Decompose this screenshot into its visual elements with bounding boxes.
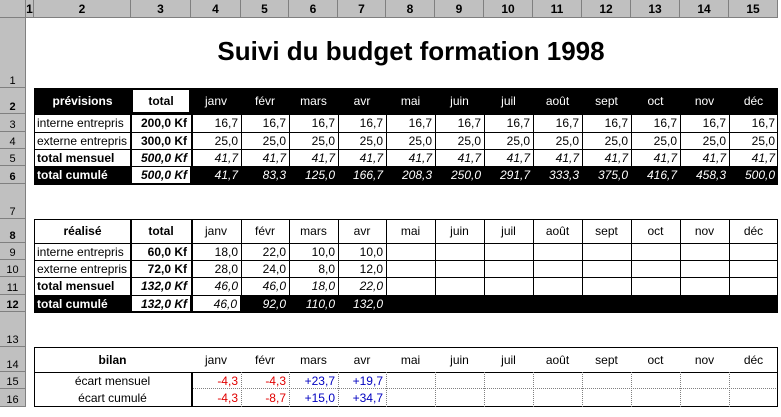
- value-cell[interactable]: +19,7: [352, 373, 383, 388]
- value-cell[interactable]: [533, 295, 582, 312]
- value-cell[interactable]: 41,7: [555, 150, 579, 165]
- month-header: juin: [450, 352, 469, 367]
- value-cell[interactable]: 10,0: [311, 244, 335, 259]
- value-cell[interactable]: 41,7: [702, 150, 726, 165]
- month-header: janv: [204, 224, 227, 238]
- value-cell[interactable]: 41,7: [191, 166, 241, 184]
- grid-line: [34, 243, 778, 244]
- value-cell[interactable]: 25,0: [359, 133, 383, 148]
- row-total: 300,0 Kf: [140, 133, 187, 148]
- value-cell[interactable]: [435, 243, 484, 260]
- grid-line: [34, 219, 35, 312]
- month-header: févr: [241, 88, 289, 114]
- value-cell[interactable]: [729, 260, 778, 277]
- month-header: avr: [353, 352, 371, 367]
- value-cell[interactable]: 250,0: [435, 166, 484, 184]
- realise-total-header: total: [148, 224, 174, 238]
- month-header: sept: [595, 352, 618, 367]
- month-header: oct: [647, 352, 664, 367]
- row-header[interactable]: 10: [0, 260, 26, 277]
- value-cell[interactable]: 46,0: [191, 295, 241, 312]
- month-header: oct: [631, 88, 680, 114]
- grid-line: [729, 372, 730, 407]
- value-cell[interactable]: [484, 372, 533, 389]
- value-cell[interactable]: 41,7: [214, 150, 238, 165]
- value-cell[interactable]: 41,7: [359, 150, 383, 165]
- grid-line: [386, 219, 387, 295]
- grid-line: [533, 372, 534, 407]
- value-cell[interactable]: +34,7: [352, 391, 383, 405]
- value-cell[interactable]: [680, 295, 729, 312]
- month-header: juil: [484, 88, 533, 114]
- value-cell[interactable]: 416,7: [631, 166, 680, 184]
- value-cell[interactable]: 25,0: [555, 133, 579, 148]
- row-header[interactable]: 13: [0, 312, 26, 347]
- value-cell[interactable]: 41,7: [311, 150, 335, 165]
- value-cell[interactable]: 24,0: [262, 261, 286, 276]
- grid-line: [34, 277, 778, 278]
- value-cell[interactable]: 22,0: [262, 244, 286, 259]
- value-cell[interactable]: [631, 372, 680, 389]
- value-cell[interactable]: [582, 389, 631, 407]
- value-cell[interactable]: +23,7: [304, 373, 335, 388]
- row-label: externe entrepris: [37, 261, 128, 276]
- grid-line: [435, 114, 436, 166]
- value-cell[interactable]: 16,7: [653, 116, 677, 130]
- value-cell[interactable]: 458,3: [680, 166, 729, 184]
- value-cell[interactable]: 41,7: [408, 150, 432, 165]
- row-label: interne entrepris: [37, 116, 124, 130]
- value-cell[interactable]: 28,0: [214, 261, 238, 276]
- row-header[interactable]: 11: [0, 277, 26, 295]
- value-cell[interactable]: 16,7: [262, 116, 286, 130]
- value-cell[interactable]: 18,0: [214, 244, 238, 259]
- value-cell[interactable]: [484, 295, 533, 312]
- value-cell[interactable]: 25,0: [653, 133, 677, 148]
- grid-line: [34, 295, 778, 296]
- grid-line: [34, 166, 778, 167]
- grid-line: [241, 219, 242, 295]
- value-cell[interactable]: [435, 260, 484, 277]
- value-cell[interactable]: [533, 243, 582, 260]
- grid-line: [34, 114, 778, 115]
- grid-line: [582, 219, 583, 295]
- month-header: déc: [743, 224, 764, 238]
- row-header[interactable]: 9: [0, 243, 26, 260]
- grid-line: [680, 372, 681, 407]
- grid-line: [680, 219, 681, 295]
- value-cell[interactable]: [533, 389, 582, 407]
- row-header[interactable]: 3: [0, 114, 26, 132]
- row-header[interactable]: 8: [0, 219, 26, 243]
- value-cell[interactable]: -8,7: [265, 391, 286, 405]
- column-header[interactable]: 15: [729, 0, 778, 18]
- month-header: juil: [501, 224, 516, 238]
- value-cell[interactable]: [386, 372, 435, 389]
- grid-line: [533, 114, 534, 166]
- value-cell[interactable]: 16,7: [457, 116, 481, 130]
- grid-line: [484, 372, 485, 407]
- value-cell[interactable]: 10,0: [359, 244, 383, 259]
- value-cell[interactable]: [386, 243, 435, 260]
- value-cell[interactable]: 25,0: [311, 133, 335, 148]
- row-total: 200,0 Kf: [140, 116, 187, 130]
- grid-line: [338, 372, 339, 407]
- row-label: total mensuel: [37, 150, 115, 165]
- column-header[interactable]: 8: [386, 0, 435, 18]
- month-header: févr: [254, 224, 275, 238]
- grid-line: [582, 372, 583, 407]
- column-header[interactable]: 12: [582, 0, 631, 18]
- value-cell[interactable]: [533, 277, 582, 295]
- value-cell[interactable]: [680, 372, 729, 389]
- value-cell[interactable]: 16,7: [359, 116, 383, 130]
- value-cell[interactable]: [631, 243, 680, 260]
- value-cell[interactable]: 16,7: [214, 116, 238, 130]
- grid-line: [34, 183, 778, 185]
- value-cell[interactable]: [582, 260, 631, 277]
- grid-line: [777, 219, 778, 312]
- row-label: écart cumulé: [78, 391, 147, 405]
- grid-line: [191, 219, 193, 312]
- value-cell[interactable]: -4,3: [265, 373, 286, 388]
- value-cell[interactable]: 333,3: [533, 166, 582, 184]
- row-header[interactable]: 1: [0, 18, 26, 88]
- value-cell[interactable]: 166,7: [338, 166, 386, 184]
- value-cell[interactable]: 375,0: [582, 166, 631, 184]
- month-header: déc: [743, 352, 764, 367]
- sheet-title: Suivi du budget formation 1998: [217, 36, 605, 66]
- row-label: total cumulé: [34, 166, 131, 184]
- value-cell[interactable]: [631, 389, 680, 407]
- value-cell[interactable]: 16,7: [506, 116, 530, 130]
- previsions-total-header: total: [133, 90, 189, 112]
- column-header[interactable]: 10: [484, 0, 533, 18]
- grid-line: [34, 260, 778, 261]
- grid-line: [777, 347, 778, 407]
- grid-line: [582, 114, 583, 166]
- value-cell[interactable]: 25,0: [506, 133, 530, 148]
- value-cell[interactable]: 41,7: [604, 150, 628, 165]
- value-cell[interactable]: [484, 389, 533, 407]
- grid-line: [729, 219, 730, 295]
- value-cell[interactable]: 25,0: [457, 133, 481, 148]
- grid-line: [289, 372, 290, 407]
- value-cell[interactable]: 110,0: [289, 295, 338, 312]
- value-cell[interactable]: [582, 277, 631, 295]
- month-header: déc: [729, 88, 778, 114]
- grid-line: [484, 114, 485, 166]
- value-cell[interactable]: 16,7: [311, 116, 335, 130]
- value-cell[interactable]: [533, 260, 582, 277]
- value-cell[interactable]: [435, 389, 484, 407]
- row-label: total mensuel: [37, 279, 115, 293]
- sheet-corner[interactable]: [0, 0, 26, 18]
- value-cell[interactable]: 291,7: [484, 166, 533, 184]
- value-cell[interactable]: 12,0: [359, 261, 383, 276]
- month-header: mai: [386, 88, 435, 114]
- grid-line: [191, 372, 193, 407]
- row-header[interactable]: 15: [0, 372, 26, 389]
- value-cell[interactable]: [729, 243, 778, 260]
- row-header[interactable]: 14: [0, 347, 26, 372]
- month-header: mars: [300, 224, 327, 238]
- value-cell[interactable]: [729, 277, 778, 295]
- row-total: 500,0 Kf: [140, 150, 187, 165]
- realise-label: réalisé: [63, 224, 102, 238]
- grid-line: [386, 372, 387, 407]
- grid-line: [289, 219, 290, 295]
- value-cell[interactable]: [386, 277, 435, 295]
- column-header[interactable]: 6: [289, 0, 338, 18]
- value-cell[interactable]: 18,0: [311, 279, 335, 293]
- row-total: 132,0 Kf: [132, 296, 190, 311]
- value-cell[interactable]: [631, 260, 680, 277]
- value-cell[interactable]: 41,7: [457, 150, 481, 165]
- month-header: oct: [647, 224, 664, 238]
- month-header: sept: [582, 88, 631, 114]
- value-cell[interactable]: 500,0: [729, 166, 778, 184]
- value-cell[interactable]: 22,0: [359, 279, 383, 293]
- month-header: mars: [289, 88, 338, 114]
- grid-line: [130, 219, 132, 312]
- row-header[interactable]: 6: [0, 166, 26, 184]
- row-header[interactable]: 7: [0, 184, 26, 219]
- bilan-label: bilan: [98, 352, 127, 367]
- grid-line: [338, 219, 339, 295]
- value-cell[interactable]: 25,0: [262, 133, 286, 148]
- value-cell[interactable]: [484, 277, 533, 295]
- grid-line: [34, 347, 35, 407]
- month-header: août: [545, 352, 570, 367]
- grid-line: [484, 219, 485, 295]
- row-label: interne entrepris: [37, 244, 124, 259]
- value-cell[interactable]: 92,0: [241, 295, 289, 312]
- grid-line: [34, 347, 778, 348]
- row-header[interactable]: 12: [0, 295, 26, 312]
- month-header: févr: [254, 352, 275, 367]
- value-cell[interactable]: [680, 243, 729, 260]
- grid-line: [729, 114, 730, 166]
- row-header[interactable]: 4: [0, 132, 26, 149]
- month-header: nov: [694, 224, 715, 238]
- value-cell[interactable]: 41,7: [262, 150, 286, 165]
- value-cell[interactable]: 16,7: [604, 116, 628, 130]
- month-header: nov: [680, 88, 729, 114]
- value-cell[interactable]: [533, 372, 582, 389]
- value-cell[interactable]: 25,0: [408, 133, 432, 148]
- grid-line: [191, 114, 193, 184]
- row-label: externe entrepris: [37, 133, 128, 148]
- value-cell[interactable]: [680, 389, 729, 407]
- column-header[interactable]: 14: [680, 0, 729, 18]
- row-label: total cumulé: [34, 295, 131, 312]
- grid-line: [533, 219, 534, 295]
- value-cell[interactable]: 16,7: [751, 116, 775, 130]
- column-header[interactable]: 13: [631, 0, 680, 18]
- value-cell[interactable]: [435, 277, 484, 295]
- month-header: juil: [501, 352, 516, 367]
- grid-line: [34, 132, 778, 133]
- column-header[interactable]: 7: [338, 0, 386, 18]
- row-total: 60,0 Kf: [147, 244, 187, 259]
- column-header[interactable]: 3: [131, 0, 191, 18]
- value-cell[interactable]: [729, 389, 778, 407]
- value-cell[interactable]: 46,0: [262, 279, 286, 293]
- month-header: août: [533, 88, 582, 114]
- value-cell[interactable]: [729, 372, 778, 389]
- value-cell[interactable]: [435, 295, 484, 312]
- row-header[interactable]: 16: [0, 389, 26, 407]
- value-cell[interactable]: [729, 295, 778, 312]
- row-header[interactable]: 2: [0, 88, 26, 114]
- row-label: écart mensuel: [74, 373, 151, 388]
- value-cell[interactable]: 41,7: [653, 150, 677, 165]
- month-header: mai: [400, 352, 421, 367]
- value-cell[interactable]: 208,3: [386, 166, 435, 184]
- grid-line: [631, 372, 632, 407]
- row-total: 500,0 Kf: [132, 167, 190, 183]
- row-total: 132,0 Kf: [140, 279, 187, 293]
- value-cell[interactable]: 41,7: [506, 150, 530, 165]
- grid-line: [34, 149, 778, 150]
- value-cell[interactable]: -4,3: [217, 373, 238, 388]
- value-cell[interactable]: 25,0: [604, 133, 628, 148]
- grid-line: [34, 311, 778, 313]
- grid-line: [631, 114, 632, 166]
- value-cell[interactable]: [680, 260, 729, 277]
- month-header: avr: [338, 88, 386, 114]
- grid-line: [34, 219, 778, 220]
- column-header[interactable]: 4: [191, 0, 241, 18]
- value-cell[interactable]: 16,7: [408, 116, 432, 130]
- column-header[interactable]: 9: [435, 0, 484, 18]
- column-header[interactable]: 1: [26, 0, 34, 18]
- grid-line: [435, 372, 436, 407]
- value-cell[interactable]: 41,7: [751, 150, 775, 165]
- column-header[interactable]: 2: [34, 0, 131, 18]
- value-cell[interactable]: 16,7: [702, 116, 726, 130]
- value-cell[interactable]: +15,0: [304, 391, 335, 405]
- previsions-label: prévisions: [34, 88, 131, 114]
- value-cell[interactable]: 132,0: [338, 295, 386, 312]
- grid-line: [777, 88, 778, 184]
- grid-line: [631, 219, 632, 295]
- month-header: sept: [595, 224, 618, 238]
- value-cell[interactable]: 83,3: [241, 166, 289, 184]
- grid-line: [130, 114, 132, 184]
- value-cell[interactable]: [631, 277, 680, 295]
- row-total: 72,0 Kf: [147, 261, 187, 276]
- value-cell[interactable]: 125,0: [289, 166, 338, 184]
- month-header: juin: [450, 224, 469, 238]
- value-cell[interactable]: [680, 277, 729, 295]
- value-cell[interactable]: 25,0: [214, 133, 238, 148]
- grid-line: [241, 372, 242, 407]
- grid-line: [34, 372, 778, 373]
- grid-line: [338, 114, 339, 166]
- value-cell[interactable]: 16,7: [555, 116, 579, 130]
- value-cell[interactable]: [582, 243, 631, 260]
- month-header: juin: [435, 88, 484, 114]
- value-cell[interactable]: [582, 372, 631, 389]
- row-header[interactable]: 5: [0, 149, 26, 166]
- grid-line: [34, 406, 778, 407]
- value-cell[interactable]: [484, 260, 533, 277]
- value-cell[interactable]: 25,0: [702, 133, 726, 148]
- value-cell[interactable]: [435, 372, 484, 389]
- grid-line: [386, 114, 387, 166]
- grid-line: [241, 114, 242, 166]
- grid-line: [680, 114, 681, 166]
- value-cell[interactable]: -4,3: [217, 391, 238, 405]
- month-header: avr: [353, 224, 371, 238]
- value-cell[interactable]: [484, 243, 533, 260]
- grid-line: [34, 88, 35, 184]
- month-header: nov: [694, 352, 715, 367]
- month-header: janv: [191, 88, 241, 114]
- month-header: août: [545, 224, 570, 238]
- month-header: mars: [300, 352, 327, 367]
- value-cell[interactable]: 46,0: [214, 279, 238, 293]
- value-cell[interactable]: [582, 295, 631, 312]
- value-cell[interactable]: [631, 295, 680, 312]
- grid-line: [289, 114, 290, 166]
- column-header[interactable]: 5: [241, 0, 289, 18]
- value-cell[interactable]: 8,0: [318, 261, 335, 276]
- month-header: mai: [400, 224, 421, 238]
- grid-line: [435, 219, 436, 295]
- value-cell[interactable]: 25,0: [751, 133, 775, 148]
- month-header: janv: [204, 352, 227, 367]
- value-cell[interactable]: [386, 260, 435, 277]
- value-cell[interactable]: [386, 295, 435, 312]
- column-header[interactable]: 11: [533, 0, 582, 18]
- value-cell[interactable]: [386, 389, 435, 407]
